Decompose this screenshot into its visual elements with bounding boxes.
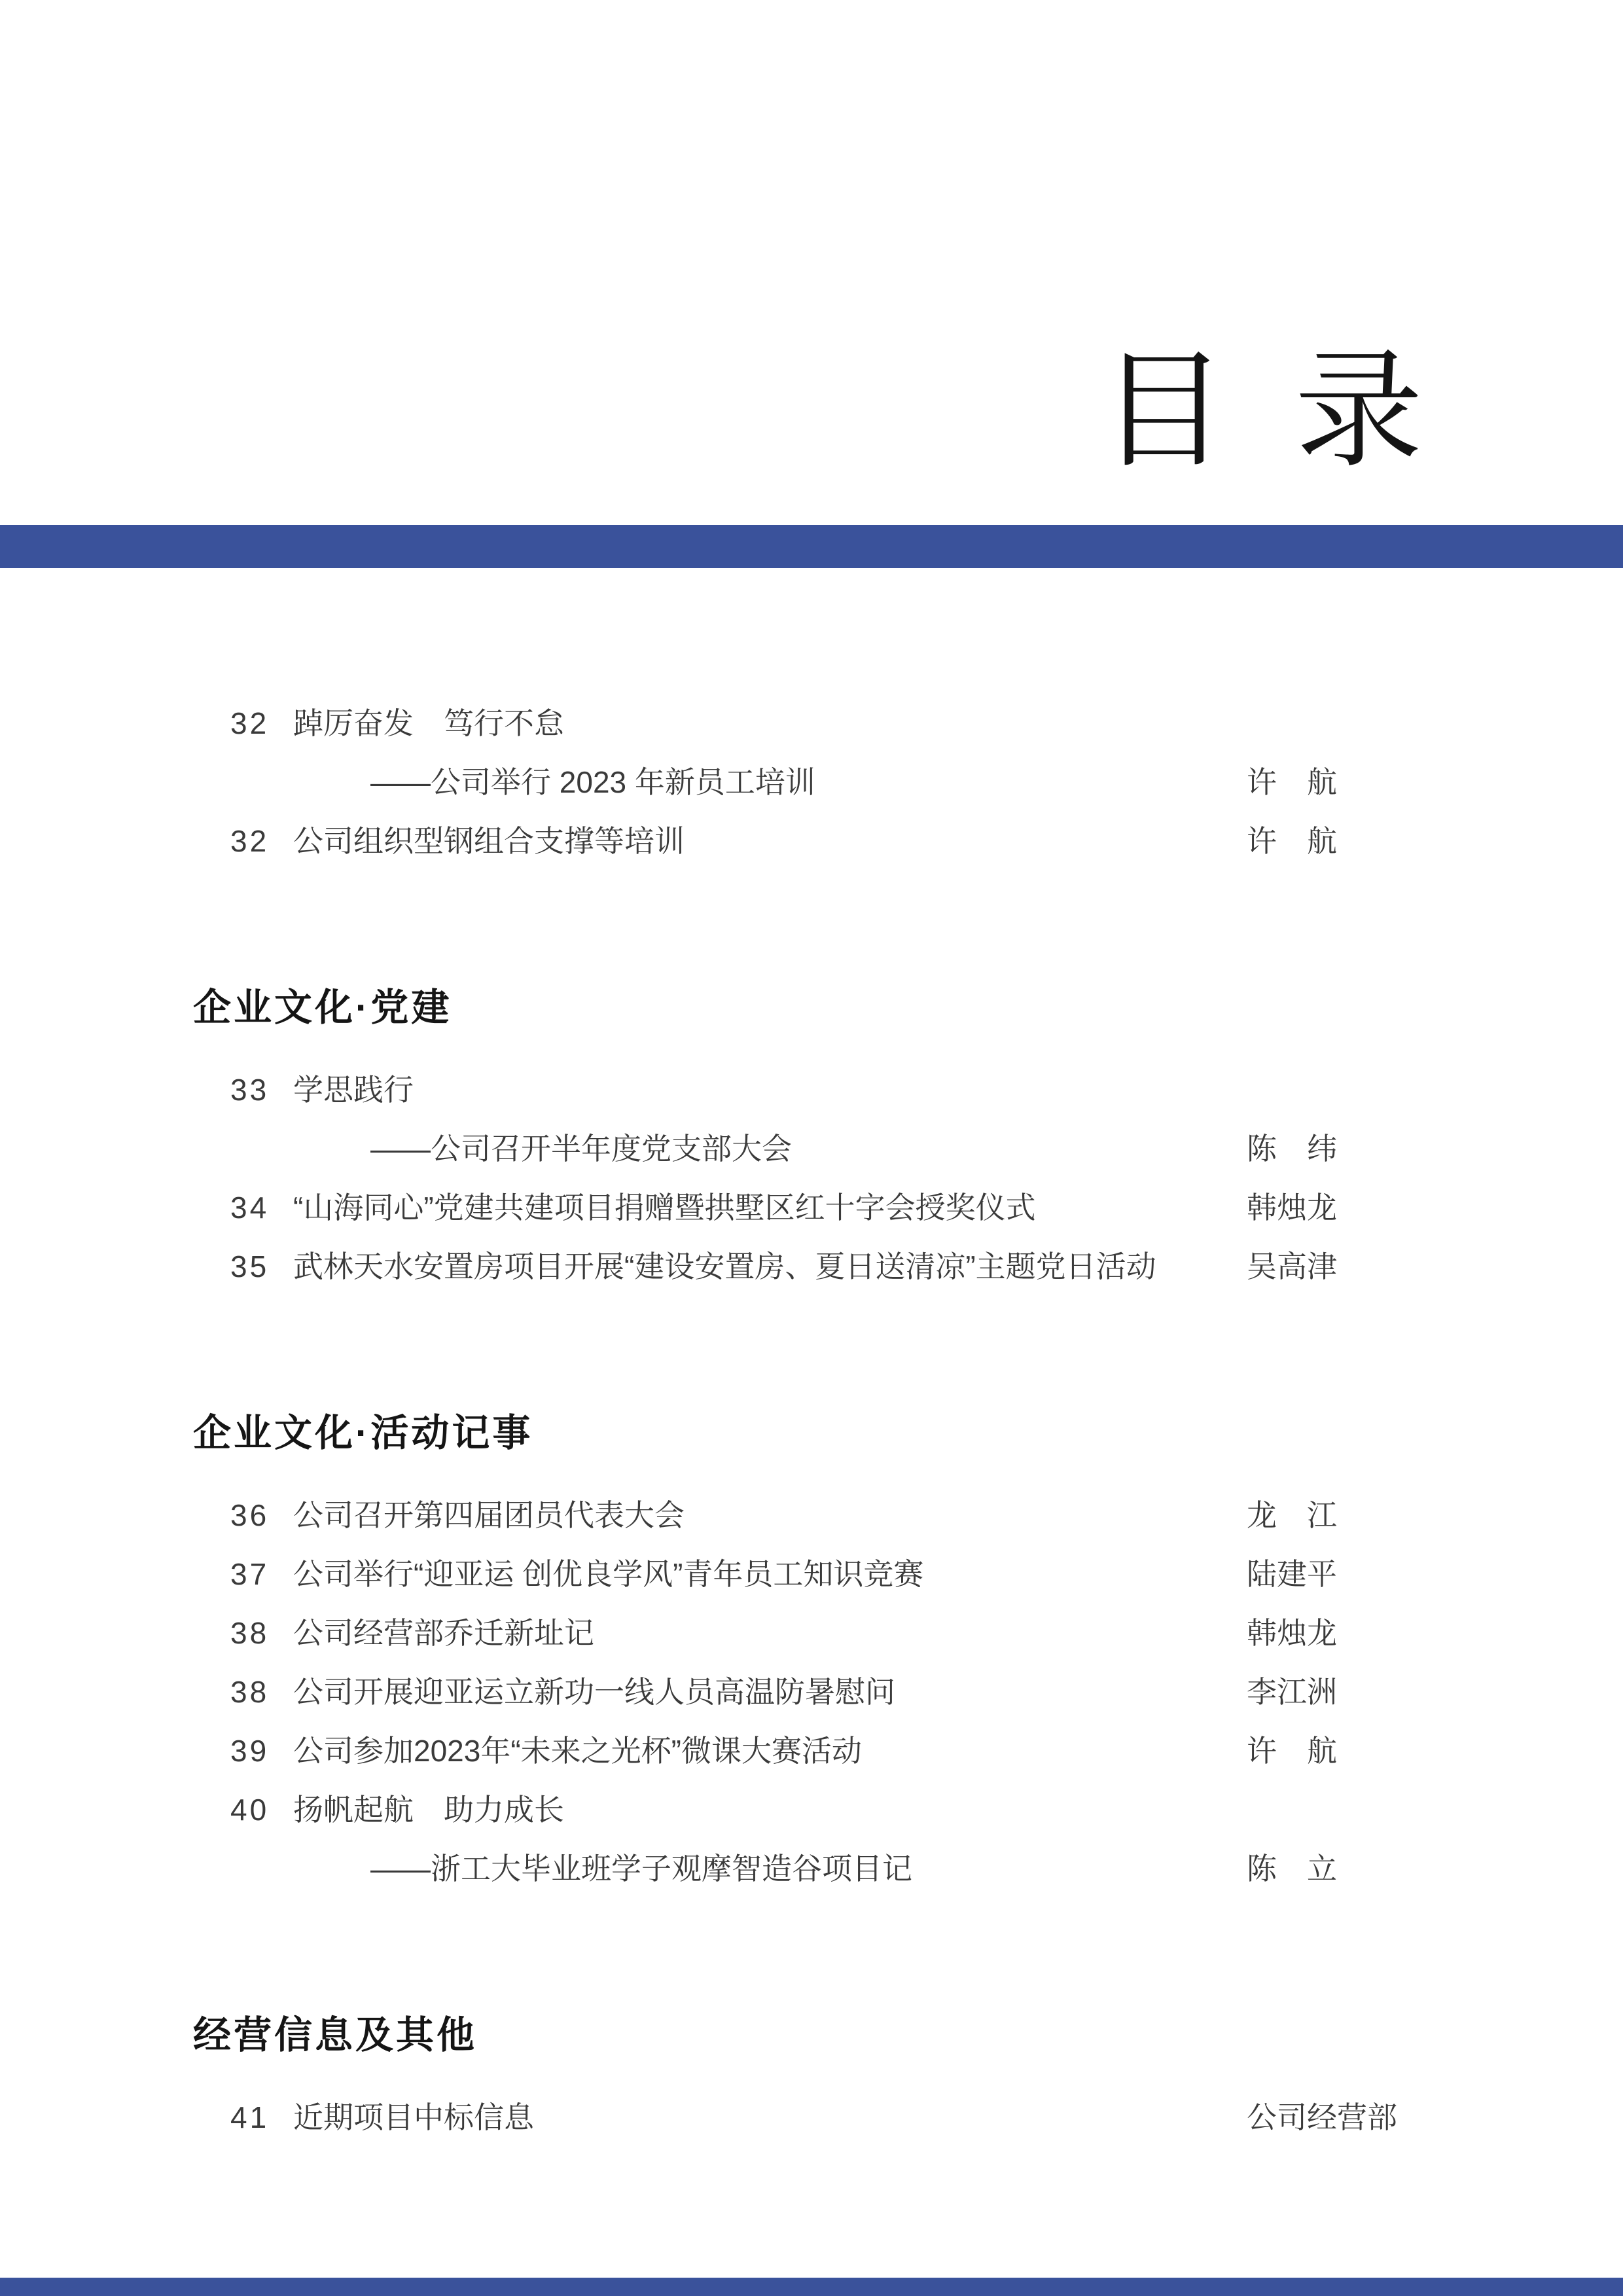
page-title: 目 录 — [1099, 336, 1436, 486]
entry-author: 韩烛龙 — [1247, 1191, 1337, 1225]
entry-page-number: 41 — [230, 2100, 270, 2134]
entry-page-number: 32 — [230, 706, 270, 740]
entry-subtitle: ——公司召开半年度党支部大会 — [370, 1132, 792, 1166]
toc-entry-row — [0, 1060, 1623, 1119]
bottom-accent-bar — [0, 2278, 1623, 2296]
entry-page-number: 35 — [230, 1249, 270, 1283]
entry-title: 学思践行 — [293, 1073, 414, 1107]
toc-entry-row — [0, 1237, 1623, 1296]
entry-subtitle: ——公司举行 2023 年新员工培训 — [370, 765, 815, 799]
entry-page-number: 39 — [230, 1734, 270, 1768]
entry-title: 扬帆起航 助力成长 — [293, 1793, 564, 1827]
section-heading: 经营信息及其他 — [193, 2014, 478, 2056]
toc-entry-row — [0, 812, 1623, 870]
entry-title: “山海同心”党建共建项目捐赠暨拱墅区红十字会授奖仪式 — [293, 1191, 1036, 1225]
entry-page-number: 34 — [230, 1191, 270, 1225]
entry-page-number: 38 — [230, 1616, 270, 1650]
entry-author: 吴高津 — [1247, 1249, 1337, 1283]
entry-author: 陆建平 — [1247, 1557, 1337, 1591]
entry-author: 李江洲 — [1247, 1675, 1337, 1709]
entry-title: 近期项目中标信息 — [293, 2100, 534, 2134]
toc-entry-row — [0, 1604, 1623, 1662]
entry-title: 公司举行“迎亚运 创优良学风”青年员工知识竞赛 — [293, 1557, 924, 1591]
entry-page-number: 38 — [230, 1675, 270, 1709]
toc-entry-row — [0, 694, 1623, 753]
entry-author: 龙 江 — [1247, 1498, 1337, 1532]
section-heading: 企业文化·党建 — [193, 986, 452, 1029]
entry-title: 踔厉奋发 笃行不怠 — [293, 706, 564, 740]
toc-entry-row — [0, 1178, 1623, 1237]
toc-entry-row — [0, 2088, 1623, 2147]
entry-title: 公司召开第四届团员代表大会 — [293, 1498, 685, 1532]
entry-author: 公司经营部 — [1247, 2100, 1397, 2134]
toc-entry-row — [0, 1780, 1623, 1839]
entry-author: 许 航 — [1247, 824, 1337, 858]
entry-page-number: 36 — [230, 1498, 270, 1532]
entry-author: 陈 纬 — [1247, 1132, 1337, 1166]
entry-title: 武林天水安置房项目开展“建设安置房、夏日送清凉”主题党日活动 — [293, 1249, 1156, 1283]
toc-entry-subtitle-row — [0, 1119, 1623, 1178]
entry-title: 公司组织型钢组合支撑等培训 — [293, 824, 685, 858]
toc-entry-subtitle-row — [0, 1839, 1623, 1898]
entry-author: 韩烛龙 — [1247, 1616, 1337, 1650]
entry-page-number: 32 — [230, 824, 270, 858]
entry-author: 许 航 — [1247, 765, 1337, 799]
entry-title: 公司经营部乔迁新址记 — [293, 1616, 594, 1650]
section-heading: 企业文化·活动记事 — [193, 1412, 533, 1454]
entry-page-number: 33 — [230, 1073, 270, 1107]
entry-title: 公司开展迎亚运立新功一线人员高温防暑慰问 — [293, 1675, 895, 1709]
entry-author: 陈 立 — [1247, 1852, 1337, 1886]
entry-page-number: 40 — [230, 1793, 270, 1827]
entry-page-number: 37 — [230, 1557, 270, 1591]
entry-subtitle: ——浙工大毕业班学子观摩智造谷项目记 — [370, 1852, 912, 1886]
toc-entry-row — [0, 1545, 1623, 1604]
toc-entry-row — [0, 1721, 1623, 1780]
toc-entry-row — [0, 1486, 1623, 1545]
entry-title: 公司参加2023年“未来之光杯”微课大赛活动 — [293, 1734, 862, 1768]
entry-author: 许 航 — [1247, 1734, 1337, 1768]
top-accent-bar — [0, 525, 1623, 568]
toc-entry-subtitle-row — [0, 753, 1623, 812]
toc-entry-row — [0, 1662, 1623, 1721]
